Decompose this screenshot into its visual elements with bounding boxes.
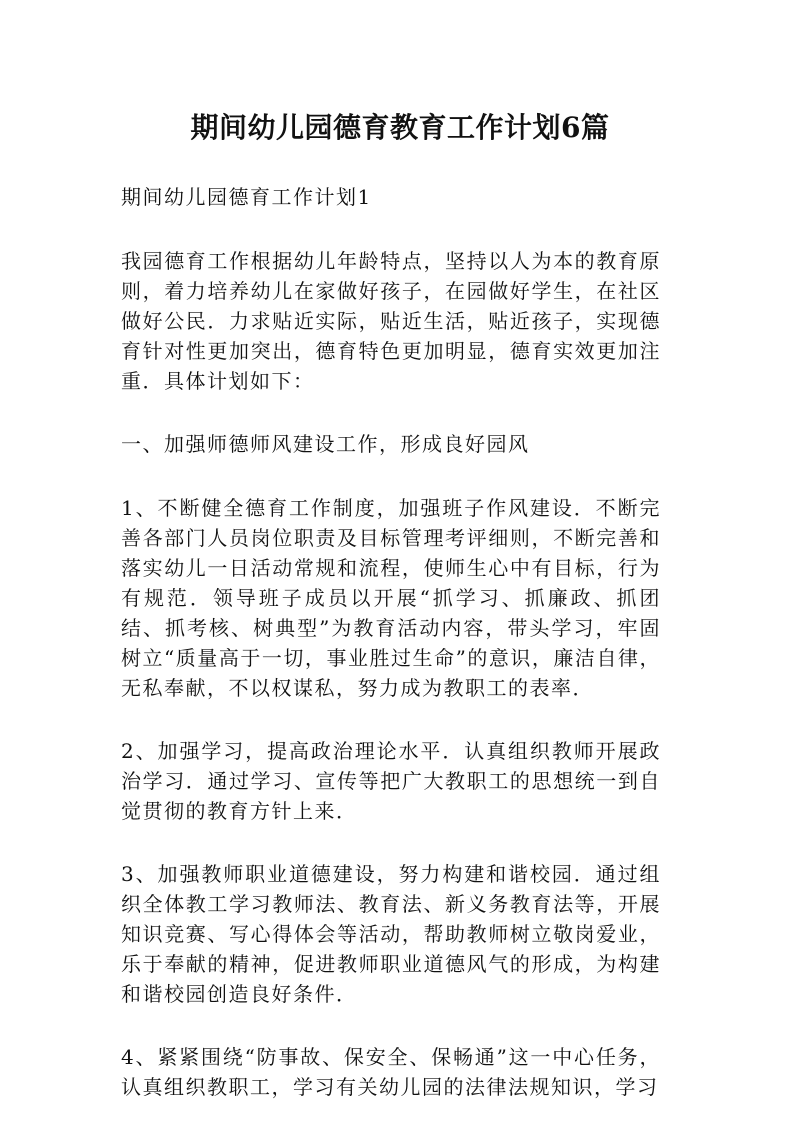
- paragraph-item-1: 1、不断健全德育工作制度，加强班子作风建设．不断完善各部门人员岗位职责及目标管理考评细则，不断完善和落实幼儿一日活动常规和流程，使师生心中有目标，行为有规范．领导班子成员以开展“抓学习、抓廉政、抓团结、抓考核、树典型”为教育活动内容，带头学习，牢固树立“质量高于一切，事业胜过生命”的意识，廉洁自律，无私奉献，不以权谋私，努力成为教职工的表率．: [121, 496, 661, 700]
- document-title: 期间幼儿园德育教育工作计划6篇: [190, 111, 610, 144]
- section-subtitle: 期间幼儿园德育工作计划1: [121, 185, 372, 209]
- document-body: [121, 182, 661, 1135]
- paragraph-item-4: 4、紧紧围绕“防事故、保安全、保畅通”这一中心任务，认真组织教职工，学习有关幼儿园的法律法规知识，学习: [121, 1045, 661, 1099]
- paragraph-item-3: 3、加强教师职业道德建设，努力构建和谐校园．通过组织全体教工学习教师法、教育法、新义务教育法等，开展知识竞赛、写心得体会等活动，帮助教师树立敬岗爱业，乐于奉献的精神，促进教师职业道德风气的形成，为构建和谐校园创造良好条件．: [121, 862, 661, 1006]
- intro-paragraph: 我园德育工作根据幼儿年龄特点，坚持以人为本的教育原则，着力培养幼儿在家做好孩子，在园做好学生，在社区做好公民．力求贴近实际，贴近生活，贴近孩子，实现德育针对性更加突出，德育特色更加明显，德育实效更加注重．具体计划如下：: [121, 249, 661, 393]
- paragraph-item-2: 2、加强学习，提高政治理论水平．认真组织教师开展政治学习．通过学习、宣传等把广大教职工的思想统一到自觉贯彻的教育方针上来．: [121, 739, 661, 823]
- section-heading: 一、加强师德师风建设工作，形成良好园风: [121, 432, 530, 456]
